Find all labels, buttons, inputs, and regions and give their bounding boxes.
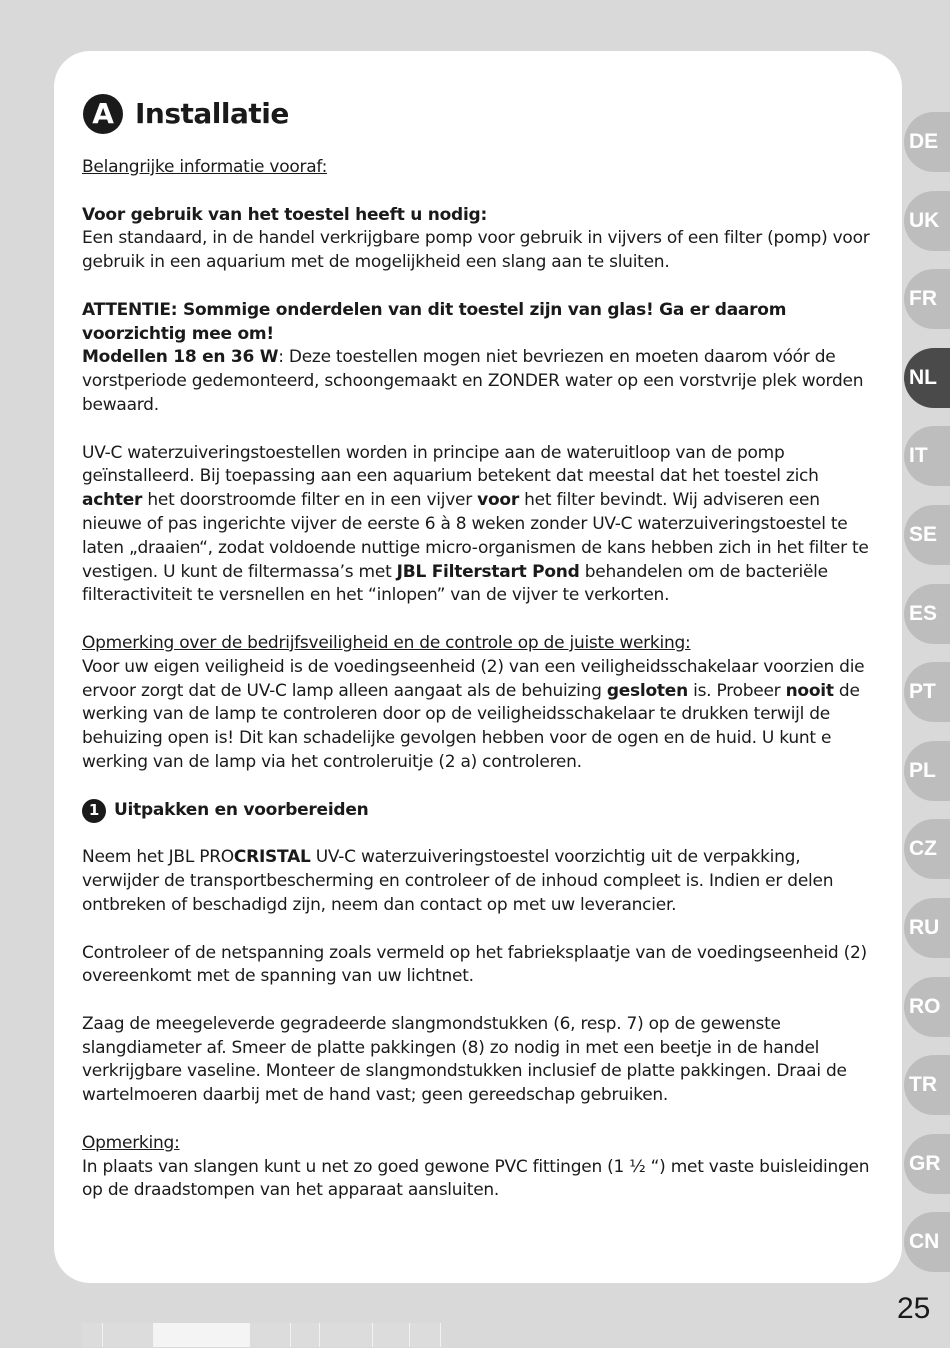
tab-nl[interactable]: NL <box>904 348 950 408</box>
tab-fr[interactable]: FR <box>904 269 950 329</box>
intro-heading: Belangrijke informatie vooraf: <box>82 157 328 177</box>
tab-gr[interactable]: GR <box>904 1134 950 1194</box>
step-heading <box>82 799 872 823</box>
models-label: Modellen 18 en 36 W <box>82 347 279 368</box>
page-content <box>82 92 872 1203</box>
models-paragraph: Modellen 18 en 36 W: Deze toestellen mogen niet bevriezen en moeten daarom vóór de vorstperiode gedemonteerd, schoongemaakt en ZONDER water op een vorstvrije plek worden bewaard. <box>82 347 864 415</box>
tab-se[interactable]: SE <box>904 505 950 565</box>
language-tabs <box>904 112 950 1291</box>
tab-pt[interactable]: PT <box>904 662 950 722</box>
safety-heading: Opmerking over de bedrijfsveiligheid en de controle op de juiste werking: <box>82 632 691 653</box>
tab-de[interactable]: DE <box>904 112 950 172</box>
tab-es[interactable]: ES <box>904 584 950 644</box>
tab-cn[interactable]: CN <box>904 1212 950 1272</box>
step-number-badge: 1 <box>82 799 106 823</box>
tab-cz[interactable]: CZ <box>904 819 950 879</box>
page-number: 25 <box>897 1292 931 1325</box>
tab-it[interactable]: IT <box>904 426 950 486</box>
step-paragraph-voltage: Controleer of de netspanning zoals vermeld op het fabrieksplaatje van de voedingseenheid (2) overeenkomt met de spanning van uw lichtnet. <box>82 942 867 987</box>
note-text: In plaats van slangen kunt u net zo goed gewone PVC fittingen (1 ½ “) met vaste buisleidingen op de draadstompen van het apparaat aansluiten. <box>82 1156 870 1201</box>
attention-text: ATTENTIE: Sommige onderdelen van dit toestel zijn van glas! Ga er daarom voorzichtig mee om! <box>82 299 787 344</box>
tab-uk[interactable]: UK <box>904 191 950 251</box>
section-heading <box>82 92 872 136</box>
step-title: Uitpakken en voorbereiden <box>114 799 369 820</box>
section-badge: A <box>83 94 123 134</box>
section-title: Installatie <box>135 97 289 131</box>
needs-text: Een standaard, in de handel verkrijgbare pomp voor gebruik in vijvers of een filter (pomp) voor gebruik in een aquarium met de mogelijkheid een slang aan te sluiten. <box>82 228 870 273</box>
step-paragraph-unpack: Neem het JBL PROCRISTAL UV-C waterzuiveringstoestel voorzichtig uit de verpakking, verwijder de transportbescherming en controleer of de inhoud compleet is. Indien er delen ontbreken of beschadigd zijn, neem dan contact op met uw leverancier. <box>82 847 834 915</box>
footer-color-strip <box>82 1323 441 1347</box>
safety-text: Voor uw eigen veiligheid is de voedingseenheid (2) van een veiligheidsschakelaar voorzien die ervoor zorgt dat de UV-C lamp alleen aangaat als de behuizing gesloten is. Probeer nooit de werking van de lamp te controleren door op de veiligheidsschakelaar te drukken terwijl de behuizing open is! Dit kan schadelijke gevolgen hebben voor de ogen en de huid. U kunt e werking van de lamp via het controleruitje (2 a) controleren. <box>82 656 865 772</box>
tab-pl[interactable]: PL <box>904 741 950 801</box>
tab-ro[interactable]: RO <box>904 977 950 1037</box>
tab-tr[interactable]: TR <box>904 1055 950 1115</box>
uvc-paragraph: UV-C waterzuiveringstoestellen worden in principe aan de wateruitloop van de pomp geïnstalleerd. Bij toepassing aan een aquarium betekent dat meestal dat het toestel zich achter het doorstroomde filter en in een vijver voor het filter bevindt. Wij adviseren een nieuwe of pas ingerichte vijver de eerste 6 à 8 weken zonder UV-C waterzuiveringstoestel te laten „draaien“, zodat voldoende nuttige micro-organismen de kans hebben zich in het filter te vestigen. U kunt de filtermassa’s met JBL Filterstart Pond behandelen om de bacteriële filteractiviteit te versnellen en het “inlopen” van de vijver te verkorten. <box>82 442 869 606</box>
tab-ru[interactable]: RU <box>904 898 950 958</box>
needs-heading: Voor gebruik van het toestel heeft u nodig: <box>82 204 488 225</box>
step-paragraph-hose: Zaag de meegeleverde gegradeerde slangmondstukken (6, resp. 7) op de gewenste slangdiameter af. Smeer de platte pakkingen (8) zo nodig in met een beetje in de handel verkrijgbare vaseline. Monteer de slangmondstukken inclusief de platte pakkingen. Draai de wartelmoeren daarbij met de hand vast; geen gereedschap gebruiken. <box>82 1013 847 1106</box>
note-heading: Opmerking: <box>82 1132 180 1153</box>
